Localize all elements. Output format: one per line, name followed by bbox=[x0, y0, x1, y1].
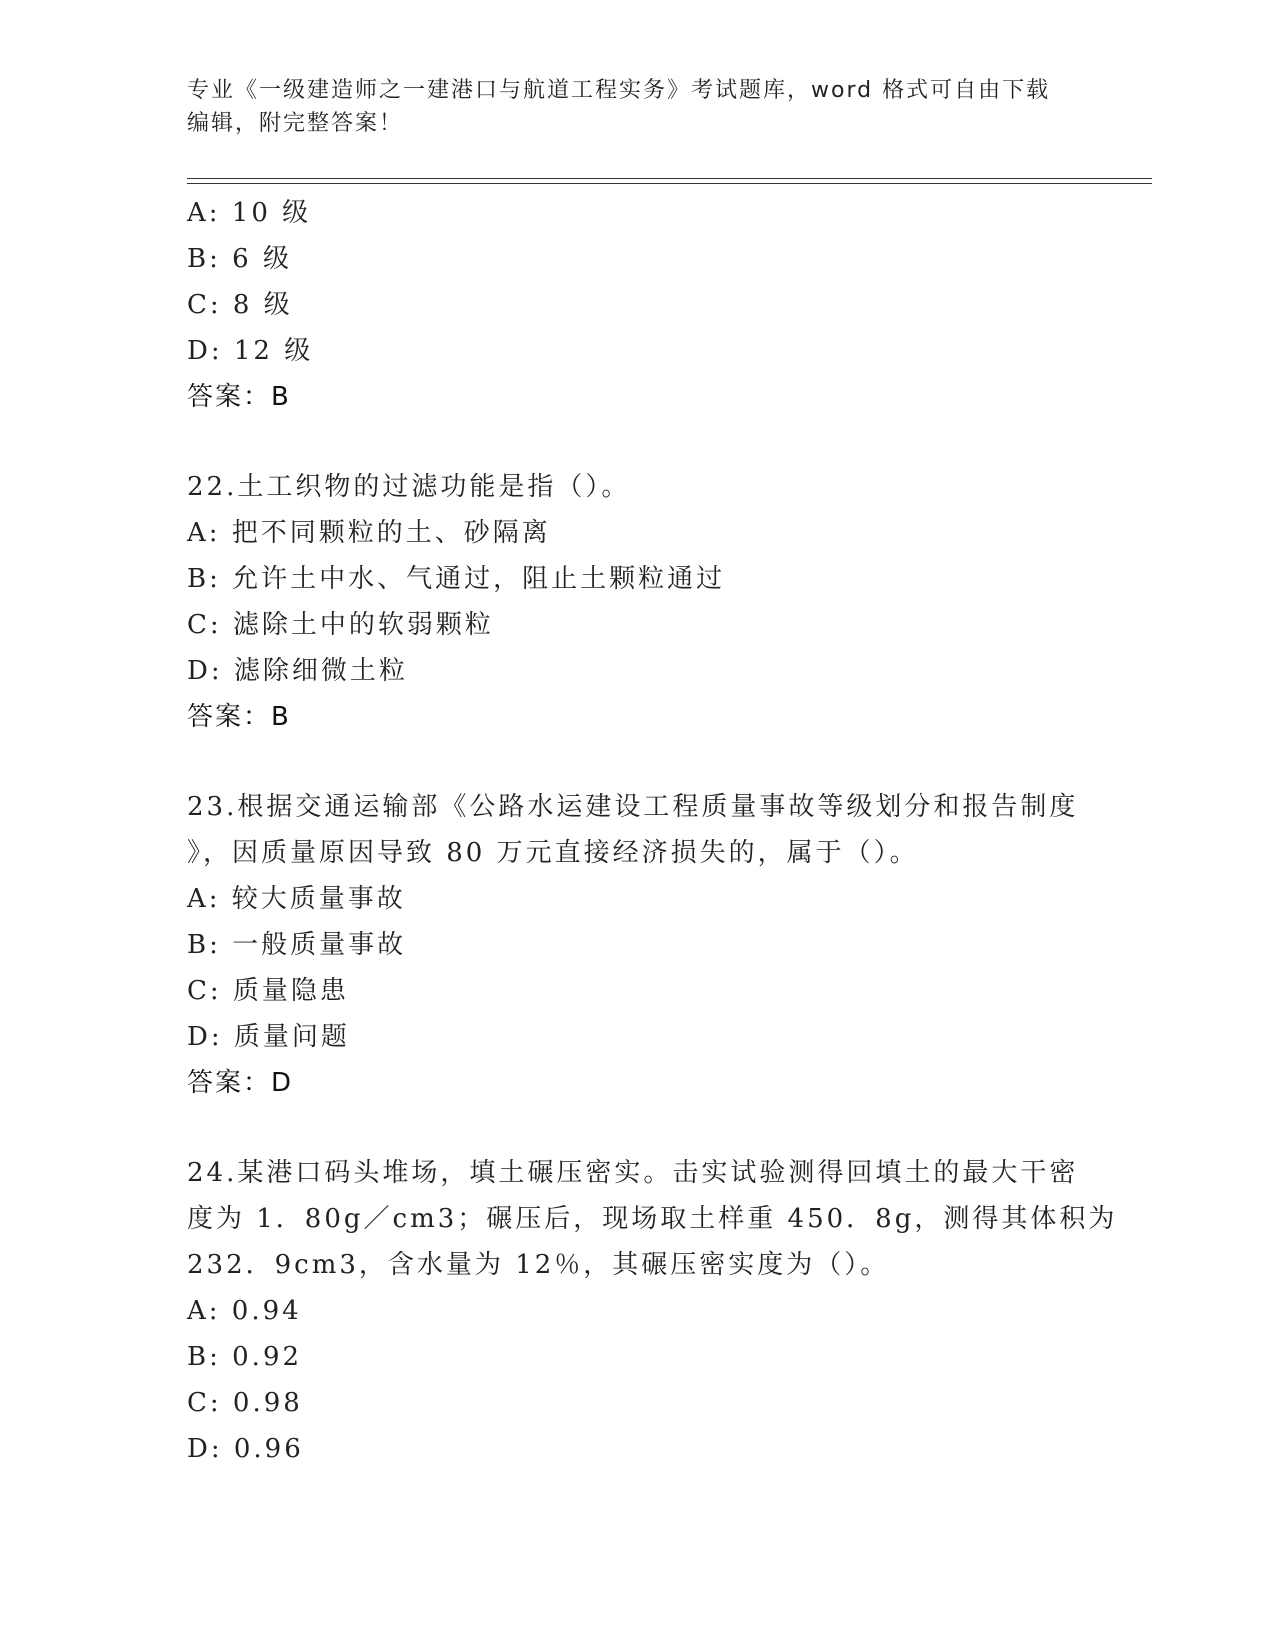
question-title-line: 度为 1．80g／cm3；碾压后，现场取土样重 450．8g，测得其体积为 bbox=[187, 1204, 1118, 1234]
header-line-1: 专业《一级建造师之一建港口与航道工程实务》考试题库，word 格式可自由下载 bbox=[187, 78, 1051, 103]
spacer bbox=[187, 420, 1087, 464]
answer-line: 答案：D bbox=[187, 1068, 294, 1098]
question-list bbox=[187, 190, 1118, 1472]
option-a: A: 0.94 bbox=[187, 1296, 302, 1326]
option-d: D: 12 级 bbox=[187, 336, 314, 366]
option-b: B: 一般质量事故 bbox=[187, 930, 407, 960]
question-title-line: 23.根据交通运输部《公路水运建设工程质量事故等级划分和报告制度 bbox=[187, 792, 1079, 822]
spacer bbox=[187, 740, 1087, 784]
option-a: A: 10 级 bbox=[187, 198, 312, 228]
answer-line: 答案：B bbox=[187, 702, 291, 732]
question-title bbox=[187, 1150, 1118, 1288]
question-24 bbox=[187, 1150, 1118, 1472]
option-d: D: 质量问题 bbox=[187, 1022, 350, 1052]
question-title bbox=[187, 464, 1087, 510]
option-a: A: 把不同颗粒的土、砂隔离 bbox=[187, 518, 551, 548]
question-21-continued bbox=[187, 190, 1087, 420]
answer-line: 答案：B bbox=[187, 382, 291, 412]
page-header bbox=[187, 74, 1087, 140]
option-b: B: 0.92 bbox=[187, 1342, 303, 1372]
header-rule-bottom bbox=[187, 183, 1152, 184]
option-c: C: 0.98 bbox=[187, 1388, 303, 1418]
question-title bbox=[187, 784, 1087, 876]
option-d: D: 滤除细微土粒 bbox=[187, 656, 408, 686]
question-title-line: 232．9cm3，含水量为 12％，其碾压密实度为（）。 bbox=[187, 1250, 890, 1280]
option-a: A: 较大质量事故 bbox=[187, 884, 406, 914]
question-title-line: 》，因质量原因导致 80 万元直接经济损失的，属于（）。 bbox=[187, 838, 919, 868]
header-rule-top bbox=[187, 178, 1152, 179]
option-c: C: 质量隐患 bbox=[187, 976, 349, 1006]
option-b: B: 允许土中水、气通过，阻止土颗粒通过 bbox=[187, 564, 726, 594]
option-c: C: 8 级 bbox=[187, 290, 293, 320]
option-c: C: 滤除土中的软弱颗粒 bbox=[187, 610, 494, 640]
question-title-line: 22.土工织物的过滤功能是指（）。 bbox=[187, 472, 631, 502]
question-23 bbox=[187, 784, 1087, 1106]
option-b: B: 6 级 bbox=[187, 244, 292, 274]
header-line-2: 编辑，附完整答案！ bbox=[187, 111, 404, 136]
question-title-line: 24.某港口码头堆场，填土碾压密实。击实试验测得回填土的最大干密 bbox=[187, 1158, 1079, 1188]
spacer bbox=[187, 1106, 1087, 1150]
question-22 bbox=[187, 464, 1087, 740]
option-d: D: 0.96 bbox=[187, 1434, 304, 1464]
